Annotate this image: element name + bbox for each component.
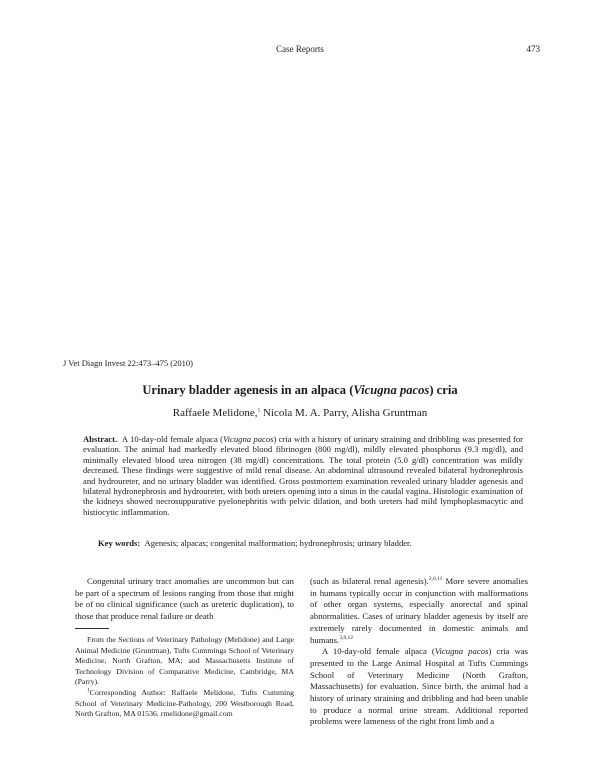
body-column-right bbox=[310, 576, 528, 728]
corresponding-mark: 1 bbox=[87, 687, 90, 694]
keywords-text: Agenesis; alpacas; congenital malformation; hydronephrosis; urinary bladder. bbox=[144, 538, 412, 548]
footnote-rule bbox=[75, 628, 109, 629]
page-number: 473 bbox=[526, 44, 540, 54]
abstract-text: A 10-day-old female alpaca ( bbox=[121, 434, 224, 444]
title-species: Vicugna pacos bbox=[353, 383, 430, 397]
body-paragraph bbox=[310, 646, 528, 728]
abstract-text-cont: ) cria with a history of urinary straining and dribbling was presented for evaluation. The animal had markedly elevated blood fibrinogen (800 mg/dl), mildly elevated phosphorus (9.3 mg/dl), and minimally elevated blood urea nitrogen (38 mg/dl) concentrations. The total protein (5.0 g/dl) concentration was mildly decreased. These findings were suggestive of mild renal disease. An abdominal ultrasound revealed bilateral hydronephrosis and hydroureter, and no urinary bladder was identified. Gross postmortem examination revealed urinary bladder agenesis and bilateral hydronephrosis and hydroureter, with both ureters opening into a sinus in the caudal vagina. Histologic examination of the kidneys showed necrosuppurative pyelonephritis with pelvic dilation, and both ureters had mild lymphoplasmacytic and histiocytic inflammation. bbox=[83, 434, 524, 517]
footnotes bbox=[75, 635, 294, 720]
reference-mark: 2,6,11 bbox=[428, 576, 443, 583]
body-paragraph-continued bbox=[310, 576, 528, 646]
keywords bbox=[98, 538, 523, 548]
body-paragraph: Congenital urinary tract anomalies are uncommon but can be part of a spectrum of lesions ranging from those that might be of no clinical significance (such as ureteric duplication), to those that produce renal failure or death bbox=[75, 576, 294, 622]
title-text-end: ) cria bbox=[429, 383, 458, 397]
author-name: Raffaele Melidone, bbox=[172, 407, 258, 419]
abstract-species: Vicugna pacos bbox=[223, 434, 274, 444]
body-column-left bbox=[75, 576, 294, 623]
author-list bbox=[0, 407, 600, 419]
affiliation-footnote: From the Sections of Veterinary Pathology (Melidone) and Large Animal Medicine (Gruntman), Tufts Cummings School of Veterinary Medicine, North Grafton, MA; and Massachusetts Institute of Technology Division of Comparative Medicine, Cambridge, MA (Parry). bbox=[75, 635, 294, 687]
author-footnote-mark: 1 bbox=[257, 407, 261, 414]
body-species: Vicugna pacos bbox=[434, 646, 489, 657]
body-text: (such as bilateral renal agenesis). bbox=[310, 576, 429, 586]
body-text: ) cria was presented to the Large Animal Hospital at Tufts Cummings School of Veterinary Medicine (North Grafton, Massachusetts) for evaluation. Since birth, the animal had a history of urinary straining and dribbling and had been unable to produce a normal urine stream. Additional reported problems were lameness of the right front limb and a bbox=[310, 646, 528, 727]
abstract-label: Abstract. bbox=[83, 434, 118, 444]
reference-mark: 3,8,12 bbox=[339, 634, 353, 641]
corresponding-text: Corresponding Author: Raffaele Melidone, Tufts Cumming School of Veterinary Medicine-Pathology, 200 Westborough Road, North Grafton, MA 01536. rmelidone@gmail.com bbox=[75, 687, 294, 719]
abstract bbox=[83, 434, 523, 517]
keywords-label: Key words: bbox=[98, 538, 141, 548]
article-title bbox=[0, 383, 600, 398]
author-names: Nicola M. A. Parry, Alisha Gruntman bbox=[260, 407, 428, 419]
corresponding-footnote bbox=[75, 688, 294, 720]
title-text: Urinary bladder agenesis in an alpaca ( bbox=[142, 383, 354, 397]
body-text: More severe anomalies in humans typically occur in conjunction with malformations of other organ systems, especially anorectal and spinal abnormalities. Cases of urinary bladder agenesis by itself are extremely rarely documented in domestic animals and humans. bbox=[310, 576, 528, 645]
body-text: A 10-day-old female alpaca ( bbox=[322, 646, 435, 657]
journal-citation: J Vet Diagn Invest 22:473–475 (2010) bbox=[63, 358, 193, 368]
running-head: Case Reports bbox=[276, 44, 324, 54]
